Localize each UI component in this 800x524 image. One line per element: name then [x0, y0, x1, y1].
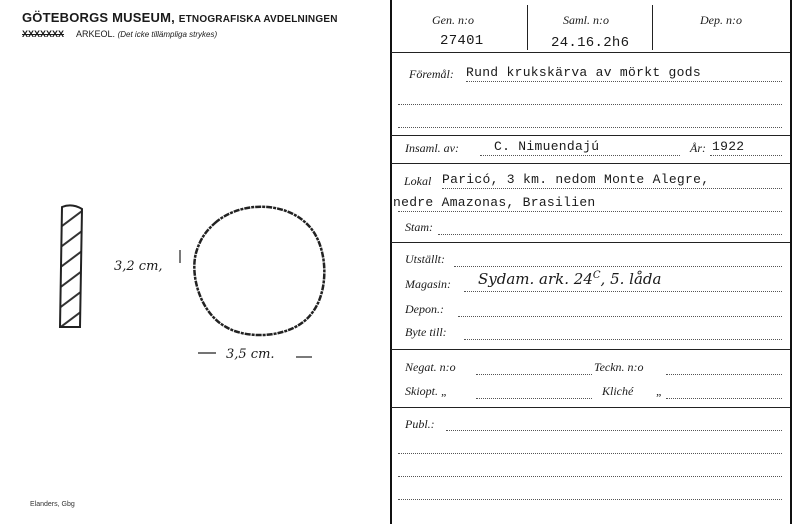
card-left-border — [390, 0, 392, 524]
saml-label: Saml. n:o — [563, 13, 609, 27]
dotted-line — [454, 266, 782, 267]
insaml-label: Insaml. av: — [405, 141, 459, 155]
dotted-line — [398, 104, 782, 105]
card-right-border — [790, 0, 792, 524]
lokal-label: Lokal — [404, 174, 432, 188]
depon-label: Depon.: — [405, 302, 444, 316]
insaml-value: C. Nimuendajú — [494, 139, 600, 154]
utstallt-label: Utställt: — [405, 252, 446, 266]
profile-section — [50, 205, 90, 355]
magasin-label: Magasin: — [405, 277, 451, 291]
strike-note: (Det icke tillämpliga strykes) — [117, 30, 218, 39]
rule — [391, 135, 790, 136]
dotted-line — [666, 374, 782, 375]
dotted-line — [398, 499, 782, 500]
department-name: ETNOGRAFISKA AVDELNINGEN — [178, 14, 338, 25]
dotted-line — [666, 398, 782, 399]
category-arkeol: ARKEOL. — [76, 29, 116, 39]
negat-label: Negat. n:o — [405, 360, 456, 374]
width-label: 3,5 cm. — [226, 347, 275, 362]
struck-category: XXXXXXX — [22, 29, 65, 39]
rule — [391, 242, 790, 243]
saml-value: 24.16.2h6 — [551, 35, 630, 51]
magasin-superscript: C — [592, 270, 601, 281]
teckn-label: Teckn. n:o — [594, 360, 644, 374]
rule — [391, 163, 790, 164]
skiopt-label: Skiopt. „ — [405, 384, 448, 398]
kliche-label: Kliché — [602, 384, 634, 398]
byte-label: Byte till: — [405, 325, 447, 339]
rule — [391, 407, 790, 408]
rule — [391, 52, 790, 53]
dep-label: Dep. n:o — [700, 13, 742, 27]
dotted-line — [466, 81, 782, 82]
dotted-line — [710, 155, 782, 156]
dotted-line — [398, 127, 782, 128]
gen-value: 27401 — [440, 33, 484, 49]
rule — [391, 349, 790, 350]
stam-label: Stam: — [405, 220, 433, 234]
cell-divider — [527, 5, 528, 50]
magasin-value — [478, 270, 661, 288]
ar-label: År: — [690, 141, 706, 155]
dotted-line — [464, 339, 782, 340]
museum-header — [22, 10, 338, 25]
sherd-drawing — [50, 195, 340, 375]
category-line — [22, 29, 217, 39]
dotted-line — [458, 316, 782, 317]
dotted-line — [398, 211, 782, 212]
magasin-box: , 5. låda — [600, 270, 662, 288]
dotted-line — [446, 430, 782, 431]
kliche-ditto-mark: „ — [656, 384, 663, 398]
dotted-line — [476, 398, 592, 399]
cell-divider — [652, 5, 653, 50]
height-label: 3,2 cm, — [114, 259, 163, 274]
foremal-value: Rund krukskärva av mörkt gods — [466, 65, 701, 80]
foremal-label: Föremål: — [409, 67, 454, 81]
dotted-line — [442, 188, 782, 189]
museum-name: GÖTEBORGS MUSEUM, — [22, 10, 175, 25]
dotted-line — [398, 476, 782, 477]
ar-value: 1922 — [712, 139, 745, 154]
dotted-line — [464, 291, 782, 292]
printer-imprint: Elanders, Gbg — [30, 501, 75, 508]
magasin-location: Sydam. ark. 24 — [478, 270, 593, 288]
sherd-outline — [194, 207, 324, 335]
dotted-line — [438, 234, 782, 235]
lokal-value-line1: Paricó, 3 km. nedom Monte Alegre, — [442, 172, 710, 187]
dotted-line — [398, 453, 782, 454]
dotted-line — [476, 374, 592, 375]
publ-label: Publ.: — [405, 417, 435, 431]
dotted-line — [480, 155, 680, 156]
lokal-value-line2: nedre Amazonas, Brasilien — [393, 195, 596, 210]
gen-label: Gen. n:o — [432, 13, 474, 27]
